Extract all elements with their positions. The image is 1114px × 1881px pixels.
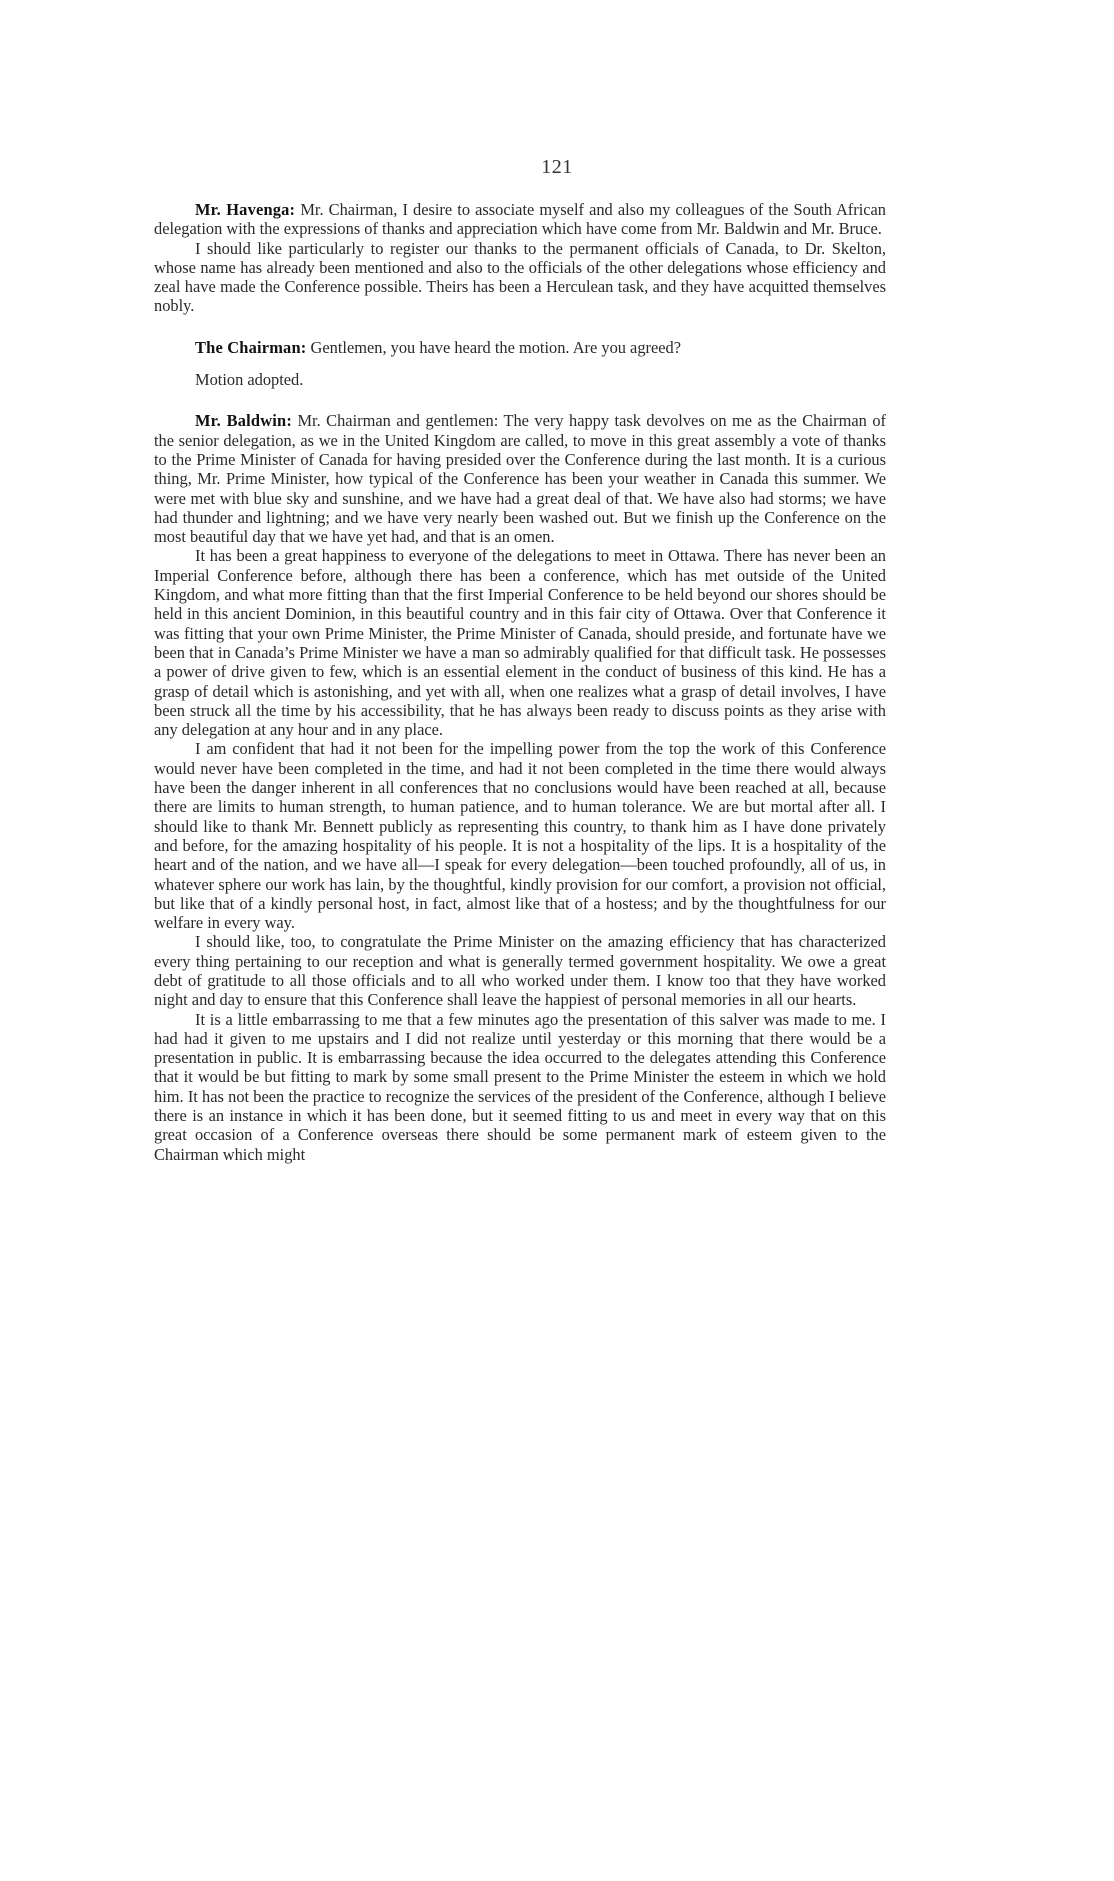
speech-baldwin-para-1 bbox=[154, 411, 886, 546]
page-number: 121 bbox=[541, 156, 573, 178]
paragraph-text: It is a little embarrassing to me that a few minutes ago the presentation of this salver was made to me. I had had it given to me upstairs and I did not realize until yesterday or this morning that there would be a presentation in public. It is embarrassing because the idea occurred to the delegates attending this Conference that it would be but fitting to mark by some small present to the Prime Minister the esteem in which we hold him. It has not been the practice to recognize the services of the president of the Conference, although I believe there is an instance in which it has been done, but it seemed fitting to us and meet in every way that on this great occasion of a Conference overseas there should be some permanent mark of esteem given to the Chairman which might bbox=[154, 1009, 886, 1164]
speaker-name: The Chairman: bbox=[195, 337, 307, 357]
speaker-name: Mr. Havenga: bbox=[195, 200, 296, 219]
speech-havenga-para-1 bbox=[154, 200, 886, 239]
speech-chairman-para-1 bbox=[154, 338, 886, 357]
paragraph-text: I am confident that had it not been for the impelling power from the top the work of this Conference would never have been completed in the time, and had it not been completed in the time there would always have been the danger inherent in all conferences that no conclusions would have been reached at all, because there are limits to human strength, to human patience, and to human tolerance. We are but mortal after all. I should like to thank Mr. Bennett publicly as representing this country, to thank him as I have done privately and before, for the amazing hospitality of his people. It is not a hospitality of the lips. It is a hospitality of the heart and of the nation, and we have all—I speak for every delegation—been touched profoundly, all of us, in whatever sphere our work has lain, by the thoughtful, kindly provision for our comfort, a provision not official, but like that of a kindly personal host, in fact, almost like that of a hostess; and by the thoughtfulness for our welfare in every way. bbox=[154, 739, 886, 933]
speech-baldwin-para-3 bbox=[154, 739, 886, 932]
paragraph-text: I should like, too, to congratulate the Prime Minister on the amazing efficiency that has characterized every thing pertaining to our reception and what is generally termed government hospitality. We owe a great debt of gratitude to all those officials and to all who worked under them. I know too that they have worked night and day to ensure that this Conference shall leave the happiest of personal memories in all our hearts. bbox=[154, 932, 886, 1010]
motion-result: Motion adopted. bbox=[195, 370, 304, 390]
document-body bbox=[154, 200, 886, 1164]
paragraph-text: It has been a great happiness to everyone of the delegations to meet in Ottawa. There has never been an Imperial Conference before, although there has been a conference, which has met outside of the United Kingdom, and what more fitting than that the first Imperial Conference to be held beyond our shores should be held in this ancient Dominion, in this beautiful country and in this fair city of Ottawa. Over that Conference it was fitting that your own Prime Minister, the Prime Minister of Canada, should preside, and fortunate have we been that in Canada’s Prime Minister we have a man so admirably qualified for that difficult task. He possesses a power of drive given to few, which is an essential element in the conduct of business of this kind. He has a grasp of detail which is astonishing, and yet with all, when one realizes what a grasp of detail involves, I have been struck all the time by his accessibility, that he has always been ready to discuss points as they arise with any delegation at any hour and in any place. bbox=[154, 546, 886, 740]
speech-baldwin-para-5 bbox=[154, 1010, 886, 1164]
paragraph-text: Mr. Chairman and gentlemen: The very happy task devolves on me as the Chairman of the senior delegation, as we in the United Kingdom are called, to move in this great assembly a vote of thanks to the Prime Minister of Canada for having presided over the Conference during the last month. It is a curious thing, Mr. Prime Minister, how typical of the Conference has been your weather in Canada this summer. We were met with blue sky and sunshine, and we have had a great deal of that. We have also had storms; we have had thunder and lightning; and we have very nearly been washed out. But we finish up the Conference on the most beautiful day that we have yet had, and that is an omen. bbox=[154, 411, 886, 547]
speech-havenga-para-2 bbox=[154, 239, 886, 316]
paragraph-text: Gentlemen, you have heard the motion. Are you agreed? bbox=[310, 337, 682, 357]
paragraph-text: I should like particularly to register our thanks to the permanent officials of Canada, to Dr. Skelton, whose name has already been mentioned and also to the officials of the other delegations whose efficiency and zeal have made the Conference possible. Theirs has been a Herculean task, and they have acquitted themselves nobly. bbox=[154, 238, 886, 316]
speech-baldwin-para-2 bbox=[154, 546, 886, 739]
speech-baldwin-para-4 bbox=[154, 932, 886, 1009]
paragraph-text: Mr. Chairman, I desire to associate myself and also my colleagues of the South African delegation with the expressions of thanks and appreciation which have come from Mr. Baldwin and Mr. Bruce. bbox=[154, 200, 887, 239]
speaker-name: Mr. Baldwin: bbox=[195, 411, 292, 431]
